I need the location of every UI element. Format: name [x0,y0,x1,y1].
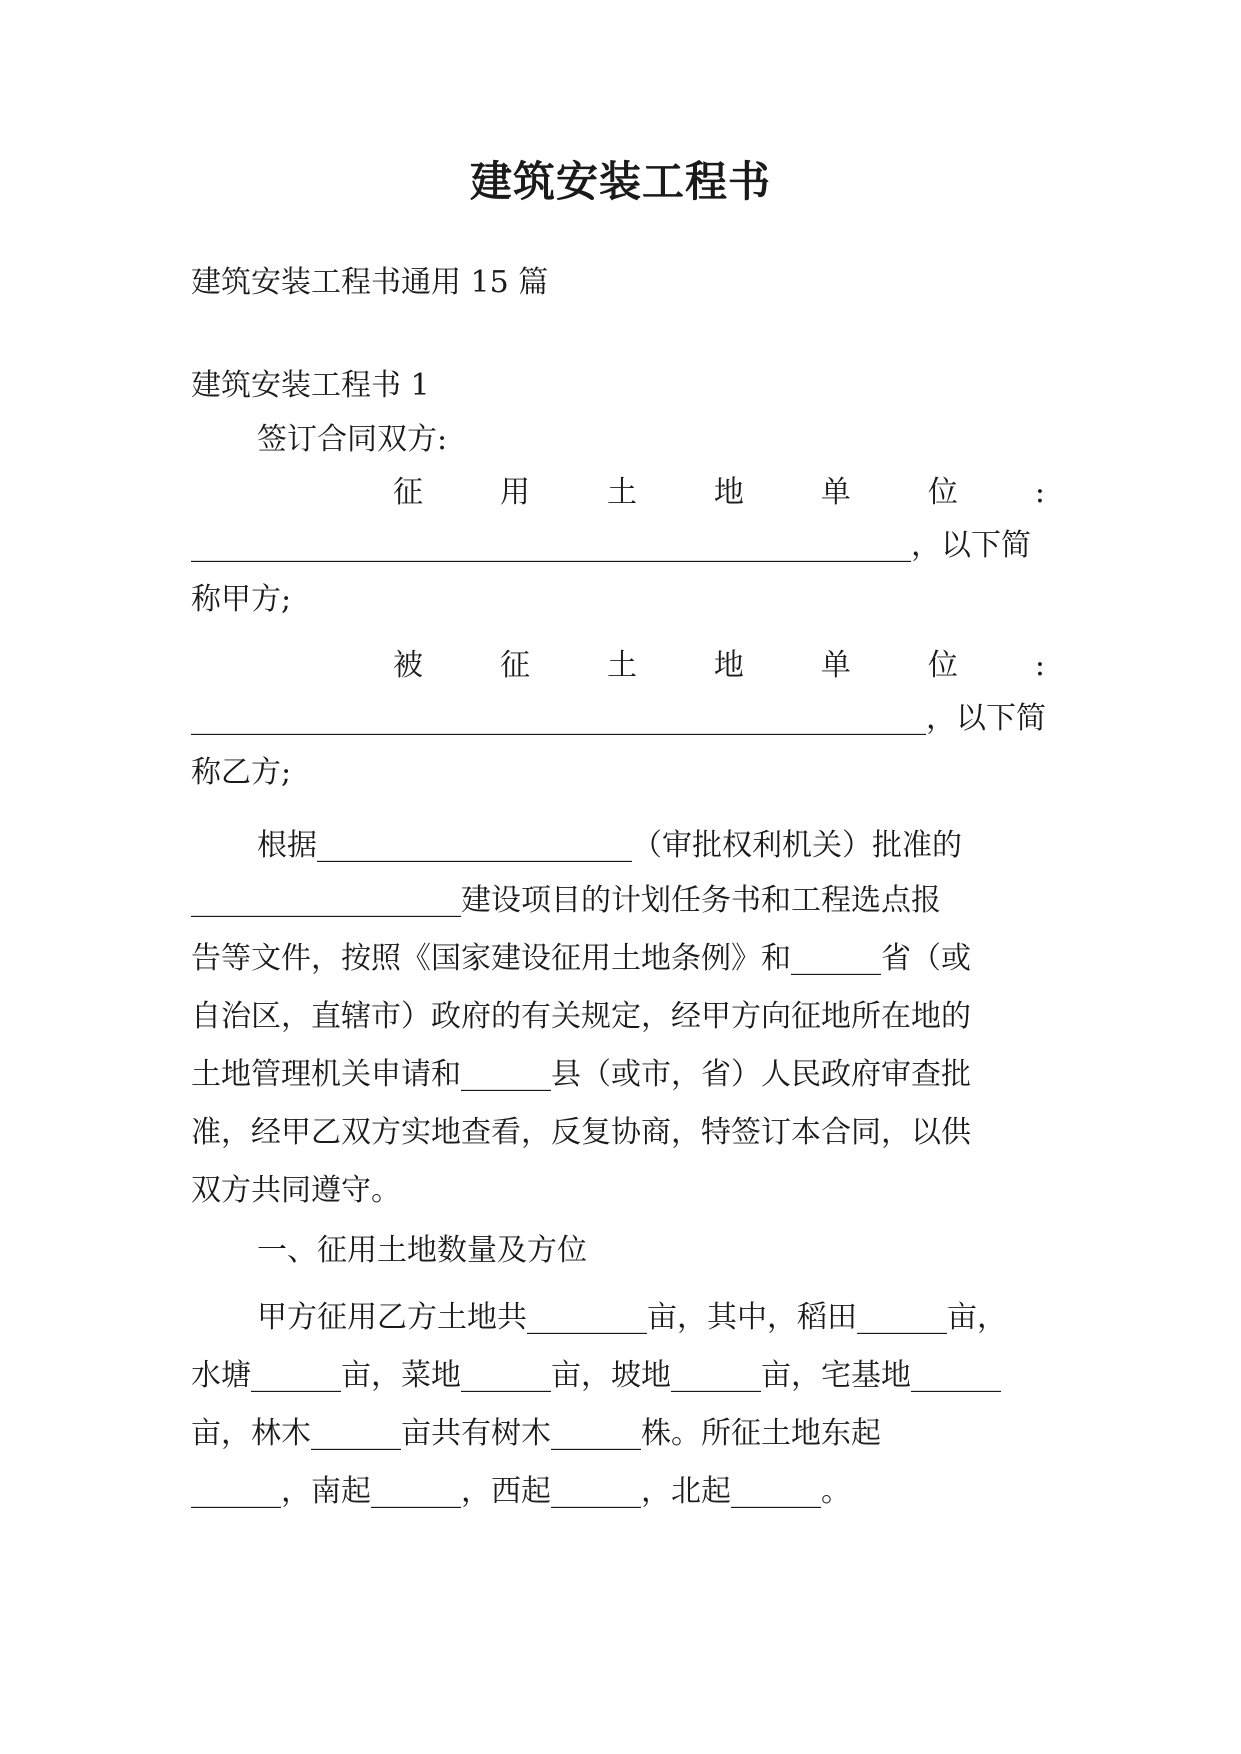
party-a-label [393,464,1045,522]
party-a-label-char: 单 [820,475,851,510]
party-b-label-char: : [1034,648,1045,683]
paragraph-line: 告等文件，按照《国家建设征用土地条例》和______省（或 [191,941,971,976]
party-b-label-char: 位 [927,648,958,683]
party-a-label-char: 征 [393,475,423,510]
party-b-suffix: 称乙方; [191,755,292,790]
party-b-label [393,637,1045,695]
party-b-label-char: 土 [606,648,637,683]
party-a-blank-line: ________________________________________________，以下简 [191,528,1031,563]
party-a-label-char: 地 [713,475,744,510]
document-subtitle: 建筑安装工程书通用 15 篇 [191,265,549,300]
party-b-label-char: 单 [820,648,851,683]
paragraph-line: 根据_____________________（审批权利机关）批准的 [257,828,962,863]
paragraph-line: ______，南起______，西起______，北起______。 [191,1474,851,1509]
party-b-label-char: 地 [713,648,744,683]
party-b-blank-line: _________________________________________________，以下简 [191,701,1046,736]
paragraph-line: 甲方征用乙方土地共________亩，其中，稻田______亩， [257,1300,1007,1335]
party-b-label-char: 被 [393,648,423,683]
party-a-label-char: 用 [499,475,530,510]
parties-intro: 签订合同双方: [257,422,448,457]
paragraph-line: 亩，林木______亩共有树木______株。所征土地东起 [191,1416,881,1451]
section-1-heading: 一、征用土地数量及方位 [257,1233,587,1268]
paragraph-line: 准，经甲乙双方实地查看，反复协商，特签订本合同，以供 [191,1115,971,1150]
party-a-label-char: : [1034,475,1045,510]
party-a-label-char: 土 [606,475,637,510]
party-b-label-char: 征 [499,648,530,683]
party-a-suffix: 称甲方; [191,582,292,617]
paragraph-line: __________________建设项目的计划任务书和工程选点报 [191,883,941,918]
party-a-label-char: 位 [927,475,958,510]
paragraph-line: 自治区，直辖市）政府的有关规定，经甲方向征地所在地的 [191,999,971,1034]
paragraph-line: 双方共同遵守。 [191,1173,401,1208]
paragraph-line: 水塘______亩，菜地______亩，坡地______亩，宅基地______ [191,1358,1001,1393]
document-title: 建筑安装工程书 [469,157,771,206]
section-heading: 建筑安装工程书 1 [191,368,430,403]
paragraph-line: 土地管理机关申请和______县（或市，省）人民政府审查批 [191,1057,971,1092]
